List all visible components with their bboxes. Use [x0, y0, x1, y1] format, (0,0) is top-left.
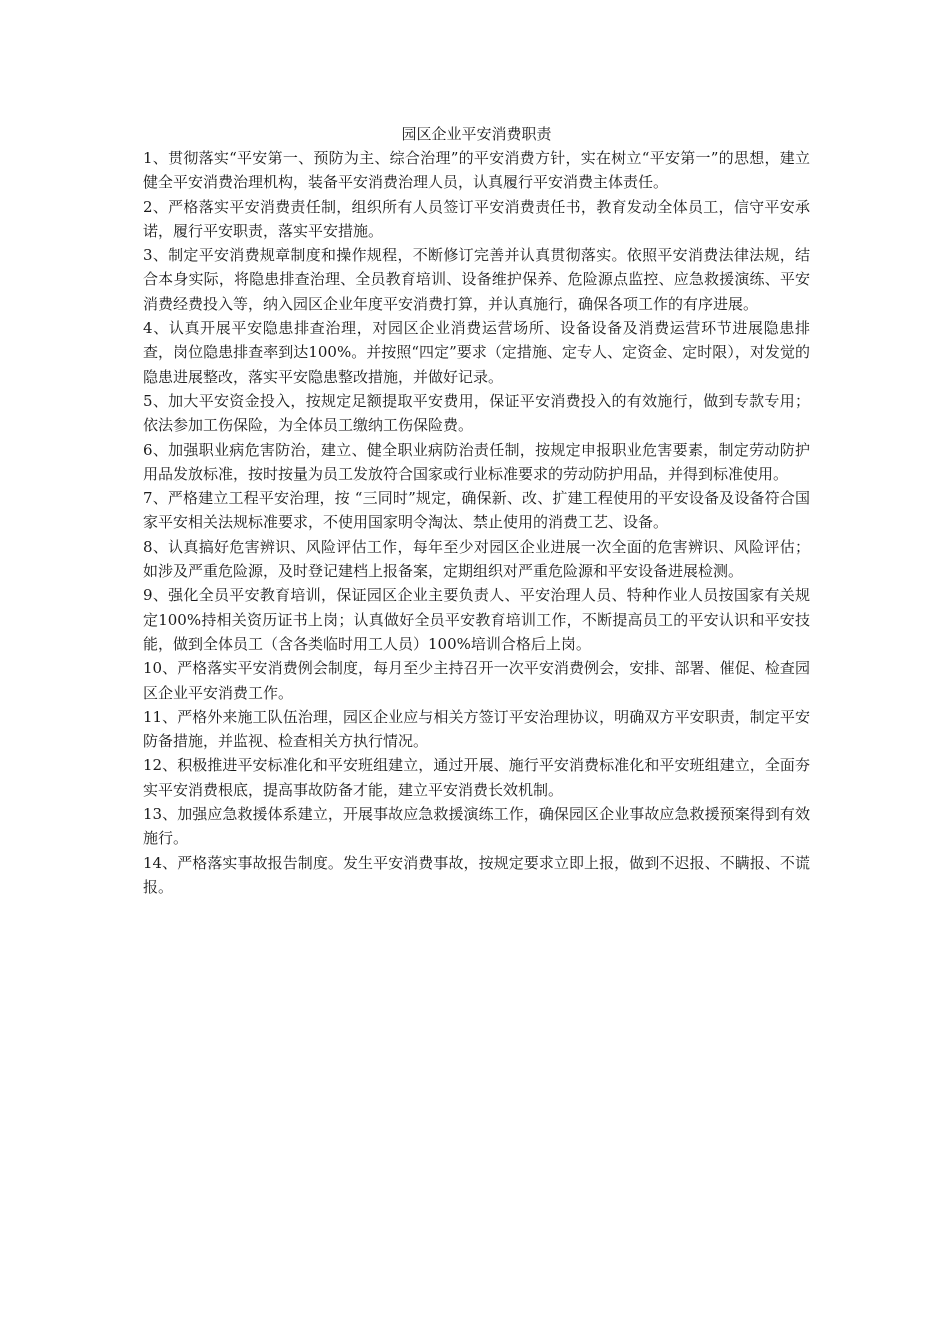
clause-8: 8、认真搞好危害辨识、风险评估工作，每年至少对园区企业进展一次全面的危害辨识、风险评估；如涉及严重危险源，及时登记建档上报备案，定期组织对严重危险源和平安设备进展检测。: [143, 537, 810, 581]
clause-11: 11、严格外来施工队伍治理，园区企业应与相关方签订平安治理协议，明确双方平安职责，制定平安防备措施，并监视、检查相关方执行情况。: [143, 707, 810, 751]
clause-4: 4、认真开展平安隐患排查治理，对园区企业消费运营场所、设备设备及消费运营环节进展隐患排查，岗位隐患排查率到达100%。并按照“四定”要求（定措施、定专人、定资金、定时限），对发觉的隐患进展整改，落实平安隐患整改措施，并做好记录。: [143, 319, 810, 386]
clause-7: 7、严格建立工程平安治理，按 “三同时”规定，确保新、改、扩建工程使用的平安设备及设备符合国家平安相关法规标准要求，不使用国家明令淘汰、禁止使用的消费工艺、设备。: [143, 489, 810, 532]
clause-1: 1、贯彻落实“平安第一、预防为主、综合治理”的平安消费方针，实在树立“平安第一”的思想，建立健全平安消费治理机构，装备平安消费治理人员，认真履行平安消费主体责任。: [143, 149, 810, 192]
clause-10: 10、严格落实平安消费例会制度，每月至少主持召开一次平安消费例会，安排、部署、催促、检查园区企业平安消费工作。: [143, 659, 810, 702]
clause-13: 13、加强应急救援体系建立，开展事故应急救援演练工作，确保园区企业事故应急救援预案得到有效施行。: [143, 805, 810, 848]
clause-6: 6、加强职业病危害防治，建立、健全职业病防治责任制，按规定申报职业危害要素，制定劳动防护用品发放标准，按时按量为员工发放符合国家或行业标准要求的劳动防护用品，并得到标准使用。: [143, 440, 810, 483]
clause-14: 14、严格落实事故报告制度。发生平安消费事故，按规定要求立即上报，做到不迟报、不瞒报、不谎报。: [143, 853, 810, 896]
document-title: 园区企业平安消费职责: [401, 125, 552, 143]
clause-12: 12、积极推进平安标准化和平安班组建立，通过开展、施行平安消费标准化和平安班组建立，全面夯实平安消费根底，提高事故防备才能，建立平安消费长效机制。: [143, 756, 810, 799]
document-body: [143, 122, 810, 899]
clause-3: 3、制定平安消费规章制度和操作规程，不断修订完善并认真贯彻落实。依照平安消费法律法规，结合本身实际，将隐患排查治理、全员教育培训、设备维护保养、危险源点监控、应急救援演练、平安消费经费投入等，纳入园区企业年度平安消费打算，并认真施行，确保各项工作的有序进展。: [143, 246, 810, 313]
clause-5: 5、加大平安资金投入，按规定足额提取平安费用，保证平安消费投入的有效施行，做到专款专用；依法参加工伤保险，为全体员工缴纳工伤保险费。: [143, 391, 810, 435]
clause-2: 2、严格落实平安消费责任制，组织所有人员签订平安消费责任书，教育发动全体员工，信守平安承诺，履行平安职责，落实平安措施。: [143, 197, 810, 240]
clause-9: 9、强化全员平安教育培训，保证园区企业主要负责人、平安治理人员、特种作业人员按国家有关规定100%持相关资历证书上岗；认真做好全员平安教育培训工作，不断提高员工的平安认识和平安技能，做到全体员工（含各类临时用工人员）100%培训合格后上岗。: [143, 586, 810, 653]
